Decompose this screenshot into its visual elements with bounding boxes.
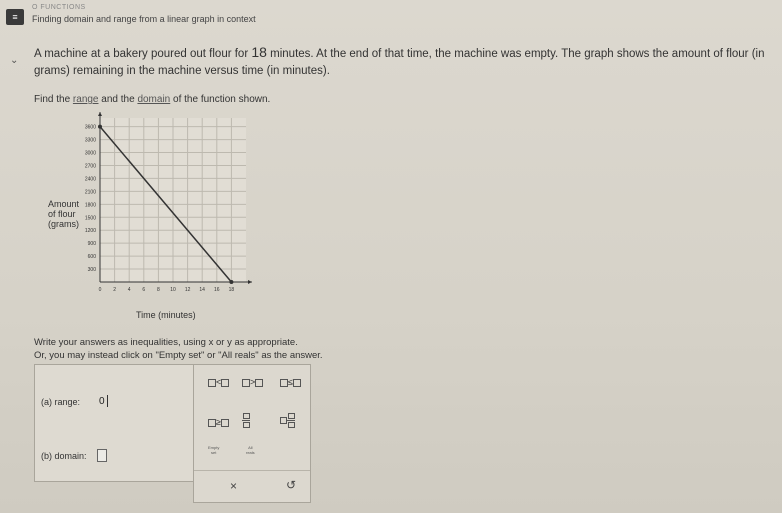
inequality-keypad — [193, 364, 311, 503]
undo-button[interactable]: ↺ — [286, 478, 297, 492]
domain-label: (b) domain: — [41, 451, 87, 461]
data-point-0-1 — [229, 280, 233, 284]
y-tick-label-1200: 1200 — [84, 228, 96, 235]
y-tick-label-300: 300 — [87, 267, 96, 274]
y-tick-label-900: 900 — [87, 241, 96, 248]
problem-text-after: minutes. At the end of that time, the machine was empty. The graph shows the amount of flour (in grams) remaining in the machine versus time (in minutes). — [34, 48, 765, 77]
x-axis-title: Time (minutes) — [136, 310, 196, 320]
greater-than-button[interactable]: > — [242, 377, 263, 387]
y-tick-label-600: 600 — [87, 254, 96, 261]
range-label: (a) range: — [41, 397, 81, 407]
x-tick-label-0: 0 — [98, 287, 102, 293]
x-tick-label-14: 14 — [199, 287, 205, 293]
less-equal-button[interactable]: ≤ — [280, 377, 301, 387]
y-axis-title-line-3: (grams) — [48, 219, 79, 229]
chart-grid — [100, 118, 246, 282]
clear-button[interactable]: × — [230, 479, 238, 493]
course-name: O FUNCTIONS — [32, 4, 86, 11]
x-tick-label-18: 18 — [228, 287, 235, 293]
mixed-number-button[interactable] — [280, 413, 295, 428]
y-axis-title-line-2: of flour — [48, 209, 76, 219]
answer-instructions — [34, 336, 323, 362]
y-axis-title-line-1: Amount — [48, 199, 80, 209]
y-tick-label-2400: 2400 — [84, 176, 96, 183]
domain-link[interactable]: domain — [137, 94, 171, 105]
y-tick-label-1800: 1800 — [84, 202, 96, 209]
domain-input[interactable] — [97, 449, 107, 462]
range-input[interactable]: 0 — [99, 396, 105, 407]
text-cursor — [107, 395, 108, 407]
chevron-down-icon[interactable]: ⌄ — [10, 55, 19, 66]
x-tick-label-10: 10 — [170, 287, 176, 293]
all-reals-button[interactable]: All reals — [246, 445, 255, 455]
write-line-1: Write your answers as inequalities, using x or y as appropriate. — [34, 337, 298, 348]
instruction-prefix: Find the — [34, 94, 71, 105]
x-tick-label-4: 4 — [127, 287, 131, 293]
instruction-mid: and the — [101, 94, 135, 105]
data-point-0-0 — [98, 125, 102, 129]
y-tick-label-2700: 2700 — [84, 163, 96, 170]
y-tick-label-3000: 3000 — [84, 150, 96, 157]
minutes-value: 18 — [251, 44, 267, 60]
x-tick-label-16: 16 — [214, 287, 220, 293]
empty-set-button[interactable]: Empty set — [208, 445, 220, 455]
x-tick-label-12: 12 — [184, 287, 191, 293]
instruction-suffix: of the function shown. — [173, 94, 271, 105]
topic-title: Finding domain and range from a linear graph in context — [32, 14, 256, 24]
greater-equal-button[interactable]: ≥ — [208, 417, 229, 427]
keypad-divider — [194, 470, 310, 471]
range-link[interactable]: range — [72, 94, 99, 105]
x-axis-arrow — [248, 280, 252, 284]
fraction-button[interactable] — [242, 413, 250, 428]
y-tick-label-2100: 2100 — [84, 189, 96, 196]
x-tick-label-6: 6 — [142, 287, 146, 293]
problem-text-before: A machine at a bakery poured out flour for — [34, 48, 249, 60]
y-tick-label-3600: 3600 — [84, 124, 96, 131]
write-line-2: Or, you may instead click on "Empty set" or "All reals" as the answer. — [34, 350, 323, 361]
y-tick-label-3300: 3300 — [84, 137, 96, 144]
y-tick-label-1500: 1500 — [84, 215, 96, 222]
less-than-button[interactable]: < — [208, 377, 229, 387]
y-axis-arrow — [98, 112, 102, 116]
menu-icon[interactable]: ≡ — [6, 9, 24, 25]
answer-box — [34, 364, 194, 482]
x-tick-label-8: 8 — [157, 287, 160, 293]
x-tick-label-2: 2 — [113, 287, 116, 293]
